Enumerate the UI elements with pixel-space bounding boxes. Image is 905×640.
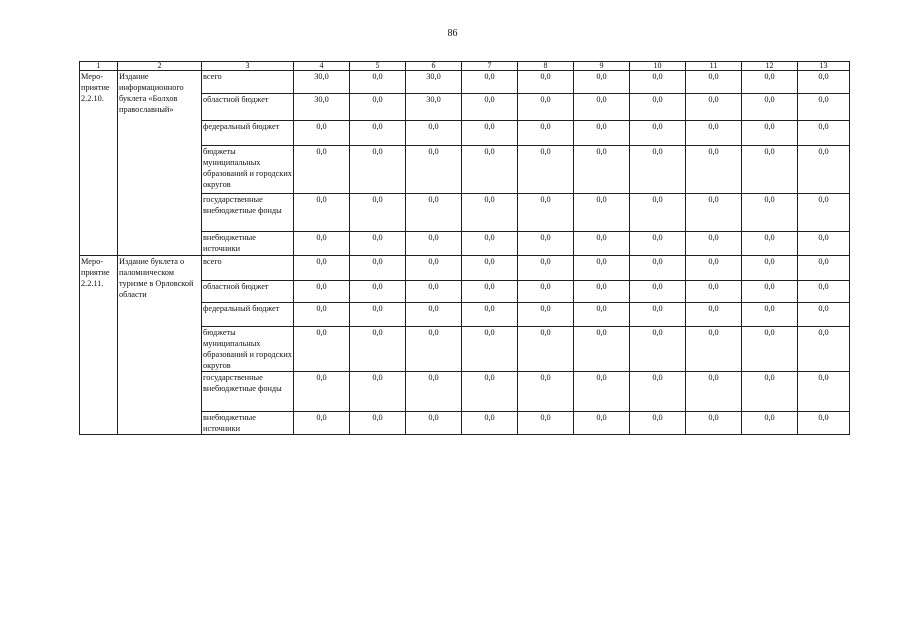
value-cell: 0,0	[686, 327, 742, 372]
value-cell: 0,0	[350, 194, 406, 232]
header-cell: 5	[350, 62, 406, 71]
funding-source-cell: бюджеты муниципальных образований и городских округов	[203, 328, 292, 370]
funding-source-cell: государственные внебюджетные фонды	[202, 194, 294, 232]
value-cell: 0,0	[798, 194, 850, 232]
header-cell: 10	[630, 62, 686, 71]
value-cell: 0,0	[518, 256, 574, 281]
value-cell: 0,0	[518, 232, 574, 256]
value-cell: 0,0	[406, 232, 462, 256]
value-cell: 0,0	[350, 121, 406, 146]
value-cell: 0,0	[574, 146, 630, 194]
value-cell: 0,0	[574, 94, 630, 121]
table-row	[80, 71, 850, 94]
value-cell: 0,0	[742, 232, 798, 256]
value-cell: 0,0	[742, 194, 798, 232]
value-cell: 0,0	[518, 94, 574, 121]
value-cell: 30,0	[406, 71, 462, 94]
value-cell: 0,0	[742, 303, 798, 327]
value-cell: 0,0	[350, 256, 406, 281]
value-cell: 0,0	[574, 281, 630, 303]
value-cell: 0,0	[630, 281, 686, 303]
event-code-line: Меро-	[81, 257, 104, 266]
value-cell: 0,0	[630, 256, 686, 281]
value-cell: 0,0	[742, 327, 798, 372]
value-cell: 0,0	[630, 94, 686, 121]
value-cell: 0,0	[406, 303, 462, 327]
value-cell: 0,0	[686, 194, 742, 232]
value-cell: 0,0	[798, 146, 850, 194]
value-cell: 0,0	[686, 94, 742, 121]
value-cell: 0,0	[294, 121, 350, 146]
header-cell: 11	[686, 62, 742, 71]
event-name-cell: Издание информационного буклета «Болхов православный»	[118, 71, 202, 256]
value-cell: 0,0	[462, 232, 518, 256]
value-cell: 0,0	[294, 194, 350, 232]
value-cell: 0,0	[350, 281, 406, 303]
value-cell: 0,0	[518, 121, 574, 146]
funding-source-cell: всего	[202, 256, 294, 281]
value-cell: 0,0	[742, 94, 798, 121]
value-cell: 0,0	[294, 146, 350, 194]
value-cell: 0,0	[798, 412, 850, 435]
value-cell: 0,0	[630, 327, 686, 372]
funding-source-cell: федеральный бюджет	[202, 303, 294, 327]
value-cell: 0,0	[518, 327, 574, 372]
value-cell: 30,0	[294, 94, 350, 121]
funding-source-cell: бюджеты муниципальных образований и городских округов	[202, 146, 294, 194]
header-cell: 2	[118, 62, 202, 71]
table-body	[80, 71, 850, 435]
value-cell: 0,0	[742, 372, 798, 412]
page-number: 86	[447, 28, 458, 39]
value-cell: 0,0	[294, 412, 350, 435]
value-cell: 0,0	[742, 71, 798, 94]
event-name-cell: Издание буклета о паломническом туризме в Орловской области	[118, 256, 202, 435]
value-cell: 0,0	[630, 146, 686, 194]
value-cell: 0,0	[742, 281, 798, 303]
header-cell: 8	[518, 62, 574, 71]
value-cell: 0,0	[630, 121, 686, 146]
value-cell: 0,0	[462, 256, 518, 281]
funding-source-cell: всего	[202, 71, 294, 94]
value-cell: 0,0	[574, 412, 630, 435]
value-cell: 0,0	[350, 94, 406, 121]
value-cell: 0,0	[574, 71, 630, 94]
value-cell: 0,0	[462, 94, 518, 121]
value-cell: 0,0	[406, 256, 462, 281]
value-cell: 0,0	[350, 146, 406, 194]
funding-source-cell: внебюджетные источники	[202, 232, 294, 256]
value-cell: 0,0	[630, 412, 686, 435]
value-cell: 0,0	[462, 412, 518, 435]
event-code-cell	[80, 71, 118, 256]
value-cell: 0,0	[294, 256, 350, 281]
value-cell: 0,0	[798, 232, 850, 256]
value-cell: 0,0	[294, 281, 350, 303]
event-code-line: 2.2.10.	[81, 94, 104, 103]
value-cell: 0,0	[462, 146, 518, 194]
header-cell: 6	[406, 62, 462, 71]
value-cell: 0,0	[462, 281, 518, 303]
value-cell: 0,0	[798, 121, 850, 146]
event-code-line: Меро-	[81, 72, 104, 81]
value-cell: 0,0	[462, 327, 518, 372]
value-cell: 0,0	[574, 121, 630, 146]
table-row	[80, 256, 850, 281]
value-cell: 0,0	[630, 71, 686, 94]
value-cell: 0,0	[798, 94, 850, 121]
value-cell: 0,0	[686, 121, 742, 146]
value-cell: 0,0	[742, 121, 798, 146]
value-cell: 0,0	[518, 194, 574, 232]
value-cell: 0,0	[350, 412, 406, 435]
value-cell: 0,0	[406, 146, 462, 194]
value-cell: 0,0	[630, 232, 686, 256]
value-cell: 0,0	[574, 256, 630, 281]
value-cell: 0,0	[574, 372, 630, 412]
value-cell: 0,0	[406, 372, 462, 412]
funding-source-cell: внебюджетные источники	[202, 412, 294, 435]
value-cell: 0,0	[518, 146, 574, 194]
event-code-line: 2.2.11.	[81, 279, 104, 288]
value-cell: 0,0	[462, 303, 518, 327]
header-cell: 1	[80, 62, 118, 71]
value-cell: 0,0	[742, 146, 798, 194]
value-cell: 0,0	[350, 372, 406, 412]
header-cell: 7	[462, 62, 518, 71]
value-cell: 0,0	[406, 412, 462, 435]
budget-table	[79, 61, 850, 435]
value-cell: 0,0	[630, 372, 686, 412]
value-cell: 0,0	[294, 327, 350, 372]
value-cell: 0,0	[574, 194, 630, 232]
value-cell: 0,0	[462, 194, 518, 232]
header-cell: 13	[798, 62, 850, 71]
value-cell: 0,0	[518, 281, 574, 303]
value-cell: 0,0	[742, 256, 798, 281]
funding-source-cell: областной бюджет	[202, 281, 294, 303]
funding-source-cell: государственные внебюджетные фонды	[202, 372, 294, 412]
value-cell: 0,0	[406, 281, 462, 303]
value-cell: 0,0	[294, 232, 350, 256]
value-cell: 30,0	[294, 71, 350, 94]
value-cell: 30,0	[406, 94, 462, 121]
event-code-line: приятие	[81, 268, 110, 277]
value-cell: 0,0	[406, 327, 462, 372]
value-cell: 0,0	[518, 412, 574, 435]
value-cell: 0,0	[686, 281, 742, 303]
value-cell: 0,0	[350, 232, 406, 256]
funding-source-cell: федеральный бюджет	[202, 121, 294, 146]
value-cell: 0,0	[574, 232, 630, 256]
value-cell: 0,0	[798, 372, 850, 412]
value-cell: 0,0	[686, 372, 742, 412]
value-cell: 0,0	[686, 232, 742, 256]
event-code-line: приятие	[81, 83, 110, 92]
value-cell: 0,0	[462, 71, 518, 94]
header-row	[80, 62, 850, 71]
value-cell: 0,0	[686, 71, 742, 94]
value-cell: 0,0	[686, 146, 742, 194]
header-cell: 4	[294, 62, 350, 71]
value-cell: 0,0	[742, 412, 798, 435]
value-cell: 0,0	[630, 194, 686, 232]
value-cell: 0,0	[686, 303, 742, 327]
value-cell: 0,0	[798, 256, 850, 281]
header-cell: 12	[742, 62, 798, 71]
value-cell: 0,0	[350, 71, 406, 94]
value-cell: 0,0	[798, 71, 850, 94]
value-cell: 0,0	[406, 121, 462, 146]
value-cell: 0,0	[406, 194, 462, 232]
value-cell: 0,0	[350, 303, 406, 327]
value-cell: 0,0	[686, 256, 742, 281]
value-cell: 0,0	[518, 71, 574, 94]
funding-source-cell: областной бюджет	[202, 94, 294, 121]
value-cell: 0,0	[798, 303, 850, 327]
value-cell: 0,0	[630, 303, 686, 327]
value-cell: 0,0	[294, 372, 350, 412]
value-cell: 0,0	[798, 281, 850, 303]
value-cell: 0,0	[518, 303, 574, 327]
value-cell: 0,0	[462, 372, 518, 412]
value-cell: 0,0	[686, 412, 742, 435]
value-cell: 0,0	[350, 327, 406, 372]
header-cell: 3	[202, 62, 294, 71]
event-code-cell	[80, 256, 118, 435]
value-cell: 0,0	[798, 327, 850, 372]
value-cell: 0,0	[294, 303, 350, 327]
value-cell: 0,0	[574, 303, 630, 327]
value-cell: 0,0	[518, 372, 574, 412]
value-cell: 0,0	[574, 327, 630, 372]
value-cell: 0,0	[462, 121, 518, 146]
header-cell: 9	[574, 62, 630, 71]
